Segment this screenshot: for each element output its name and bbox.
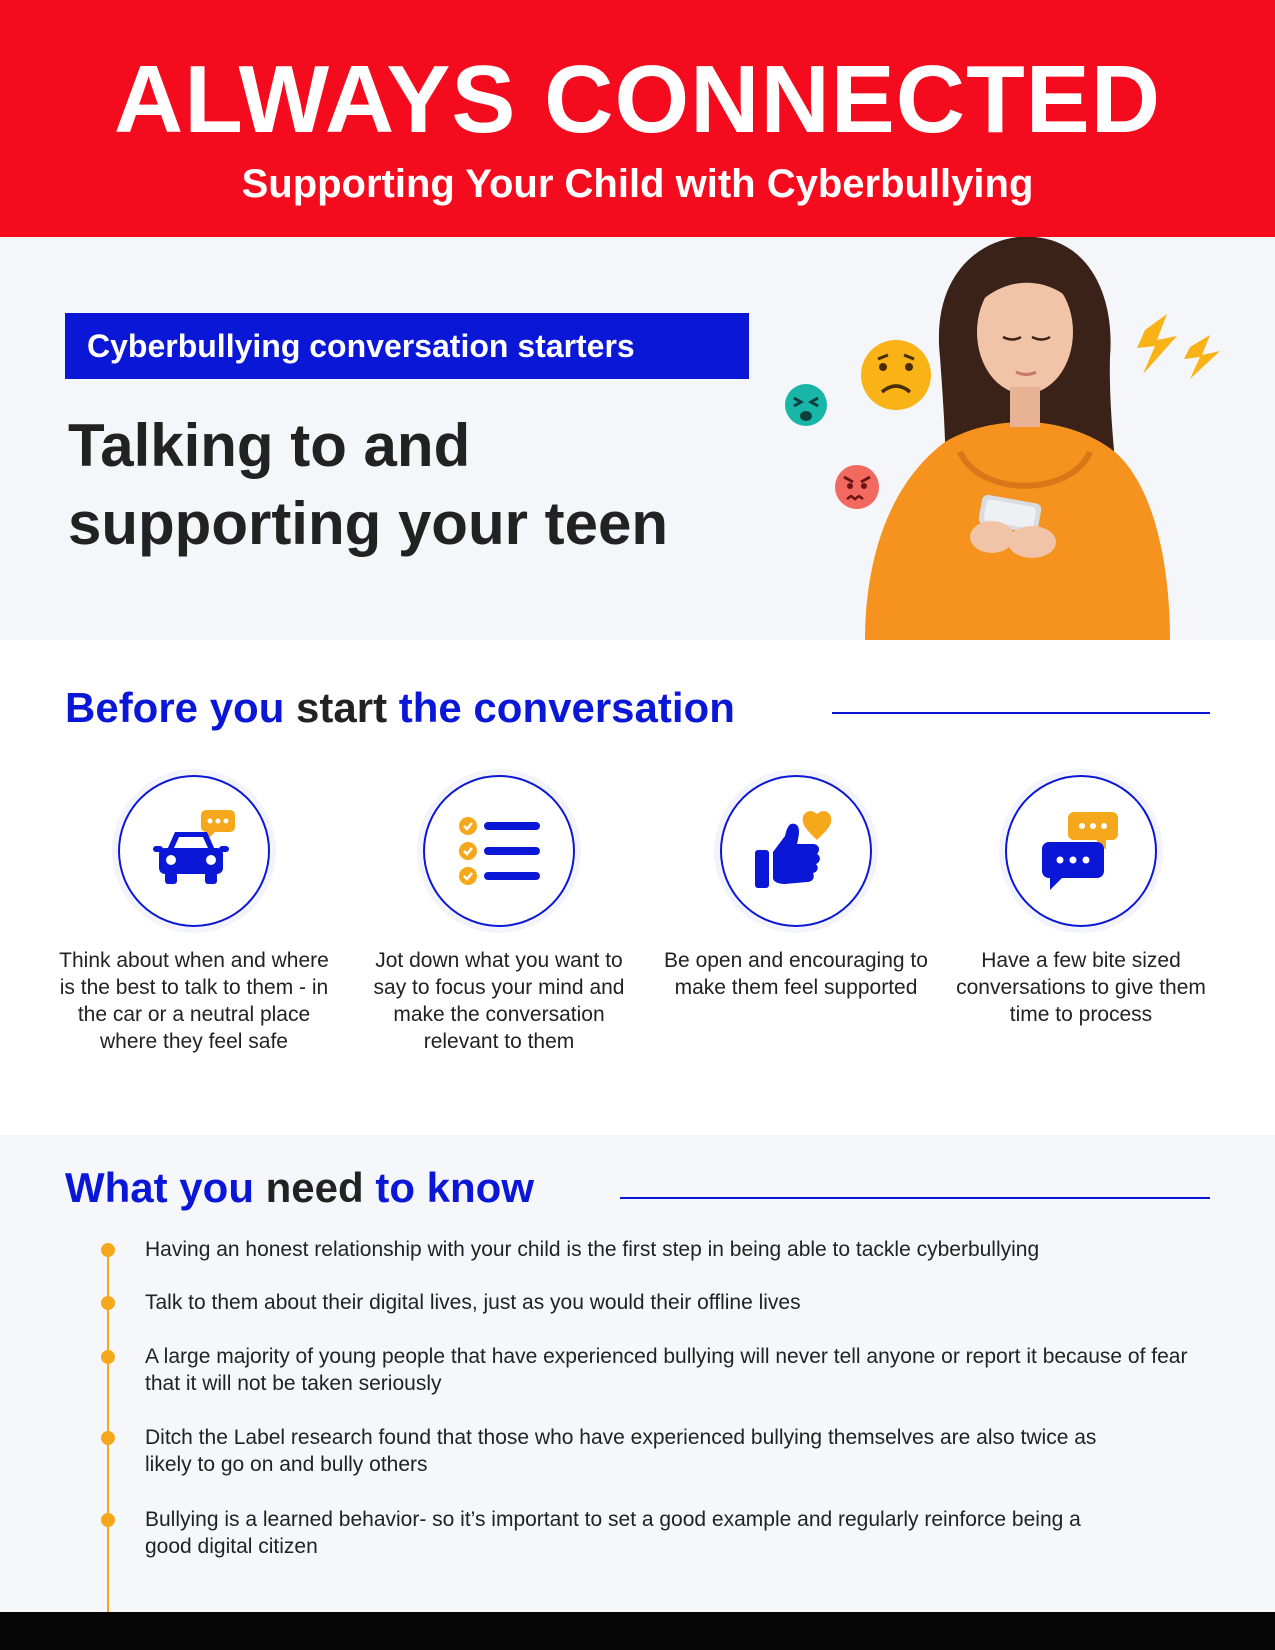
page-subtitle: Supporting Your Child with Cyberbullying bbox=[241, 162, 1034, 206]
tip-card bbox=[661, 775, 931, 1001]
tip-card bbox=[946, 775, 1216, 1028]
tip-text: Think about when and where is the best to talk to them - in the car or a neutral place where they feel safe bbox=[59, 949, 329, 1053]
list-item: Talk to them about their digital lives, just as you would their offline lives bbox=[145, 1291, 801, 1314]
chat-bubbles-icon bbox=[1036, 806, 1126, 896]
tip-text: Have a few bite sized conversations to give them time to process bbox=[956, 949, 1206, 1026]
hero-title-line-1: Talking to and bbox=[68, 412, 471, 479]
heading-part: to know bbox=[375, 1164, 535, 1211]
list-item: Ditch the Label research found that those who have experienced bullying themselves are also twice as likely to go on and bully others bbox=[145, 1426, 1097, 1476]
heading-part: What you bbox=[65, 1164, 254, 1211]
heading-part: need bbox=[265, 1164, 364, 1211]
tip-icon-circle bbox=[118, 775, 270, 927]
tip-icon-circle bbox=[423, 775, 575, 927]
list-item: Bullying is a learned behavior- so it’s important to set a good example and regularly reinforce being a good digital citizen bbox=[145, 1508, 1081, 1558]
hero-section bbox=[0, 237, 1275, 640]
teen-with-phone-illustration bbox=[770, 237, 1275, 640]
hero-title bbox=[68, 407, 668, 563]
need-to-know-heading bbox=[65, 1164, 535, 1211]
dizzy-emoji-icon bbox=[785, 384, 827, 426]
bullet-dot bbox=[101, 1296, 115, 1310]
section-tag: Cyberbullying conversation starters bbox=[65, 313, 749, 379]
heading-part: the conversation bbox=[398, 684, 735, 731]
lightning-bolt-icon bbox=[1137, 314, 1220, 379]
bullet-dot bbox=[101, 1513, 115, 1527]
bullet-dot bbox=[101, 1431, 115, 1445]
need-to-know-section bbox=[0, 1135, 1275, 1612]
car-chat-icon bbox=[149, 806, 239, 896]
tip-text: Be open and encouraging to make them feel supported bbox=[664, 949, 928, 999]
list-item: Having an honest relationship with your child is the first step in being able to tackle cyberbullying bbox=[145, 1238, 1040, 1261]
heading-part: Before you bbox=[65, 684, 285, 731]
before-conversation-heading bbox=[65, 684, 735, 731]
heading-part: start bbox=[296, 684, 388, 731]
angry-emoji-icon bbox=[835, 465, 879, 509]
teen-girl-figure bbox=[865, 237, 1170, 640]
bullet-dot bbox=[101, 1243, 115, 1257]
tip-icon-circle bbox=[720, 775, 872, 927]
footer-bar bbox=[0, 1612, 1275, 1650]
timeline-line bbox=[107, 1250, 109, 1650]
tip-card bbox=[59, 775, 329, 1055]
page-title: ALWAYS CONNECTED bbox=[113, 46, 1162, 153]
tip-card bbox=[364, 775, 634, 1055]
header-banner bbox=[0, 0, 1275, 237]
thumbs-up-heart-icon bbox=[751, 806, 841, 896]
heading-rule bbox=[832, 712, 1210, 714]
tip-icon-circle bbox=[1005, 775, 1157, 927]
list-item: A large majority of young people that have experienced bullying will never tell anyone or report it because of fear that it will not be taken seriously bbox=[145, 1345, 1188, 1395]
sad-emoji-icon bbox=[861, 340, 931, 410]
bullet-dot bbox=[101, 1350, 115, 1364]
tip-text: Jot down what you want to say to focus your mind and make the conversation relevant to them bbox=[373, 949, 625, 1053]
heading-rule bbox=[620, 1197, 1210, 1199]
checklist-icon bbox=[454, 806, 544, 896]
hero-title-line-2: supporting your teen bbox=[68, 490, 668, 557]
